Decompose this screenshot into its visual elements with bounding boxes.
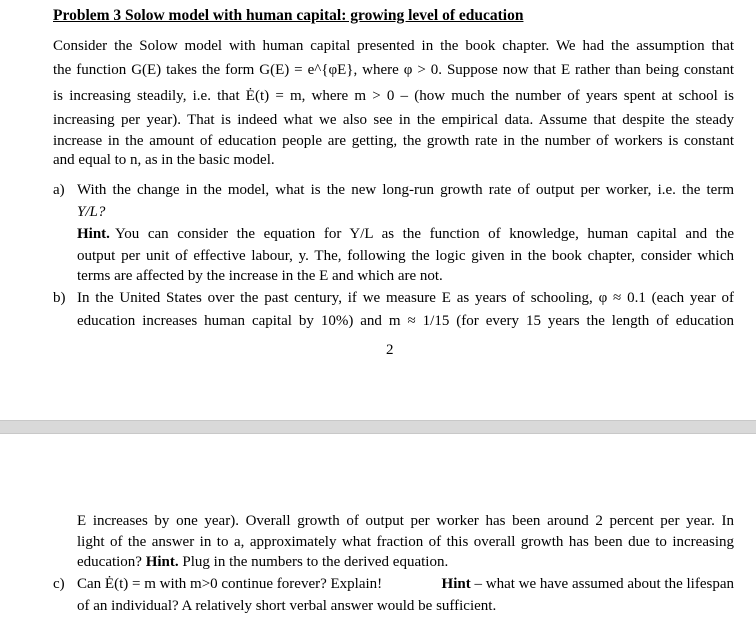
question-b-line-4: light of the answer in to a, approximately what fraction of this overall growth has been due to increasing [77, 534, 734, 550]
question-a-line-3 [77, 224, 734, 244]
question-b-line-3: E increases by one year). Overall growth of output per worker has been around 2 percent per year. In [77, 513, 734, 529]
page-number: 2 [386, 342, 394, 358]
intro-line-5: increase in the amount of education people are getting, the growth rate in the number of workers is constant [53, 133, 734, 149]
intro-line-6: and equal to n, as in the basic model. [53, 152, 275, 168]
intro-line-1: Consider the Solow model with human capital presented in the book chapter. We had the assumption that [53, 38, 734, 54]
question-c-line-1b-wrap [382, 574, 734, 594]
problem-title: Problem 3 Solow model with human capital: growing level of education [53, 7, 524, 24]
question-c-label: c) [53, 576, 65, 592]
question-c-line-2: of an individual? A relatively short verbal answer would be sufficient. [77, 598, 497, 614]
question-b-line-5b: Plug in the numbers to the derived equation. [182, 554, 449, 570]
question-c-line-1a: Can Ė(t) = m with m>0 continue forever? Explain! [77, 576, 383, 592]
hint-label: Hint. [77, 226, 110, 242]
question-a-line-1: With the change in the model, what is the new long-run growth rate of output per worker, i.e. the term [77, 182, 734, 198]
intro-line-2: the function G(E) takes the form G(E) = e^{φE}, where φ > 0. Suppose now that E rather than being constant [53, 62, 734, 78]
question-a-line-2: Y/L? [77, 204, 106, 220]
question-b-line-2: education increases human capital by 10%) and m ≈ 1/15 (for every 15 years the length of education [77, 313, 734, 329]
question-c-line-1 [77, 574, 734, 594]
hint-text: You can consider the equation for Y/L as the function of knowledge, human capital and the [114, 226, 734, 242]
question-a-label: a) [53, 182, 65, 198]
question-a-line-5: terms are affected by the increase in the E and which are not. [77, 268, 443, 284]
intro-line-4: increasing per year). That is indeed what we also see in the empirical data. Assume that despite the steady [53, 112, 734, 128]
hint-label-c: Hint [441, 576, 471, 592]
question-b-line-5 [77, 552, 448, 572]
question-b-line-5a: education? [77, 554, 142, 570]
page-separator [0, 420, 756, 434]
page-2 [0, 434, 756, 642]
question-c-line-1b: – what we have assumed about the lifespan [474, 576, 734, 592]
hint-label-b: Hint. [145, 554, 179, 570]
question-b-label: b) [53, 290, 66, 306]
question-b-line-1: In the United States over the past century, if we measure E as years of schooling, φ ≈ 0.1 (each year of [77, 290, 734, 306]
intro-line-3: is increasing steadily, i.e. that Ė(t) = m, where m > 0 – (how much the number of years spent at school is [53, 88, 734, 104]
question-a-line-4: output per unit of effective labour, y. The, following the logic given in the book chapter, consider which [77, 248, 734, 264]
